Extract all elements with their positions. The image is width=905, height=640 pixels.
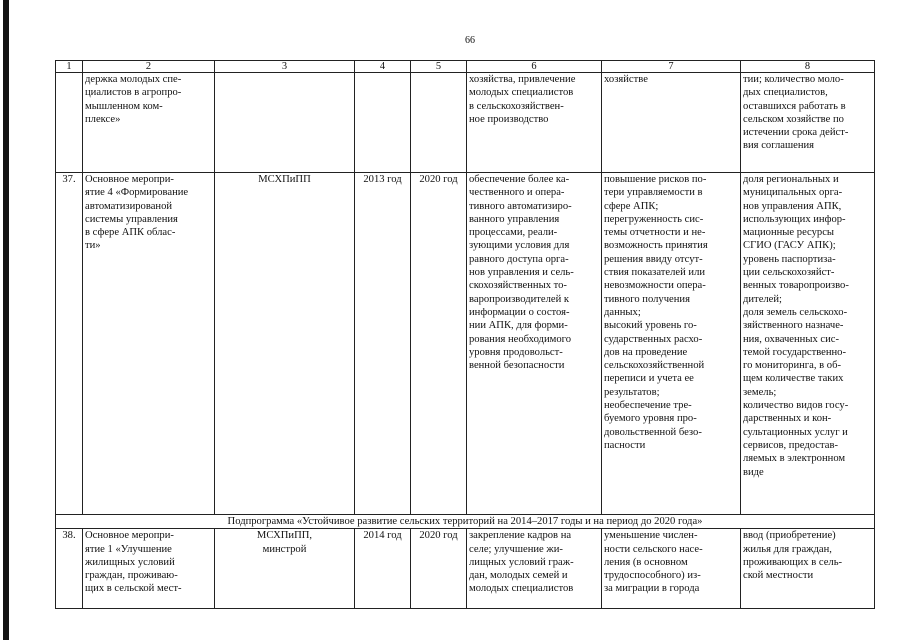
end-year: 2020 год xyxy=(411,173,467,515)
row-number: 38. xyxy=(56,529,83,609)
column-number: 4 xyxy=(355,61,411,73)
indicators: доля региональных и муниципальных орга- нов управления АПК, использующих инфор- мационные ресурсы СГИО (ГАСУ АПК); уровень паспортиза- ции сельскохозяйст- венных товаропроизво- дителей; доля земель сельскохо- зяйственного назначе- ния, охваченных сис- темой государственно- го мониторинга, в об- щем количестве таких земель; количество видов госу- дарственных и кон- сультационных услуг и сервисов, предостав- ляемых в электронном виде xyxy=(741,173,875,515)
column-number: 7 xyxy=(602,61,741,73)
start-year xyxy=(355,73,411,173)
column-number: 6 xyxy=(467,61,602,73)
executor xyxy=(215,73,355,173)
scan-edge-bar xyxy=(3,0,9,640)
executor: МСХПиПП xyxy=(215,173,355,515)
column-number: 2 xyxy=(83,61,215,73)
measure-name: Основное меропри- ятие 1 «Улучшение жилищных условий граждан, проживаю- щих в сельской мест- xyxy=(83,529,215,609)
table-row xyxy=(56,173,875,515)
measure-name: держка молодых спе- циалистов в агропро- мышленном ком- плексе» xyxy=(83,73,215,173)
page-number: 66 xyxy=(465,35,475,46)
subprogram-row xyxy=(56,515,875,529)
consequences: уменьшение числен- ности сельского насе- ления (в основном трудоспособного) из- за миграции в города xyxy=(602,529,741,609)
measures-table xyxy=(55,60,875,609)
column-number: 1 xyxy=(56,61,83,73)
executor: МСХПиПП, минстрой xyxy=(215,529,355,609)
column-number: 8 xyxy=(741,61,875,73)
subprogram-title: Подпрограмма «Устойчивое развитие сельских территорий на 2014–2017 годы и на период до 2020 года» xyxy=(56,515,875,529)
start-year: 2013 год xyxy=(355,173,411,515)
column-number: 5 xyxy=(411,61,467,73)
start-year: 2014 год xyxy=(355,529,411,609)
end-year xyxy=(411,73,467,173)
column-number: 3 xyxy=(215,61,355,73)
table-row xyxy=(56,73,875,173)
indicators: ввод (приобретение) жилья для граждан, проживающих в сель- ской местности xyxy=(741,529,875,609)
indicators: тии; количество моло- дых специалистов, оставшихся работать в сельском хозяйстве по истечении срока дейст- вия соглашения xyxy=(741,73,875,173)
row-number xyxy=(56,73,83,173)
row-number: 37. xyxy=(56,173,83,515)
expected-result: хозяйства, привлечение молодых специалистов в сельскохозяйствен- ное производство xyxy=(467,73,602,173)
table-row xyxy=(56,529,875,609)
end-year: 2020 год xyxy=(411,529,467,609)
consequences: повышение рисков по- тери управляемости в сфере АПК; перегруженность сис- темы отчетности и не- возможность принятия решения ввиду отсут- ствия показателей или невозможности опера- тивного получения данных; высокий уровень го- сударственных расхо- дов на проведение сельскохозяйственной переписи и учета ее результатов; необеспечение тре- буемого уровня про- довольственной безо- пасности xyxy=(602,173,741,515)
column-number-row xyxy=(56,61,875,73)
consequences: хозяйстве xyxy=(602,73,741,173)
expected-result: обеспечение более ка- чественного и опера- тивного автоматизиро- ванного управления процессами, реали- зующими условия для равного доступа орга- нов управления и сель- скохозяйственных то- варопроизводителей к информации о состоя- нии АПК, для форми- рования необходимого уровня продовольст- венной безопасности xyxy=(467,173,602,515)
expected-result: закрепление кадров на селе; улучшение жи- лищных условий граж- дан, молодых семей и молодых специалистов xyxy=(467,529,602,609)
measure-name: Основное меропри- ятие 4 «Формирование автоматизированой системы управления в сфере АПК облас- ти» xyxy=(83,173,215,515)
